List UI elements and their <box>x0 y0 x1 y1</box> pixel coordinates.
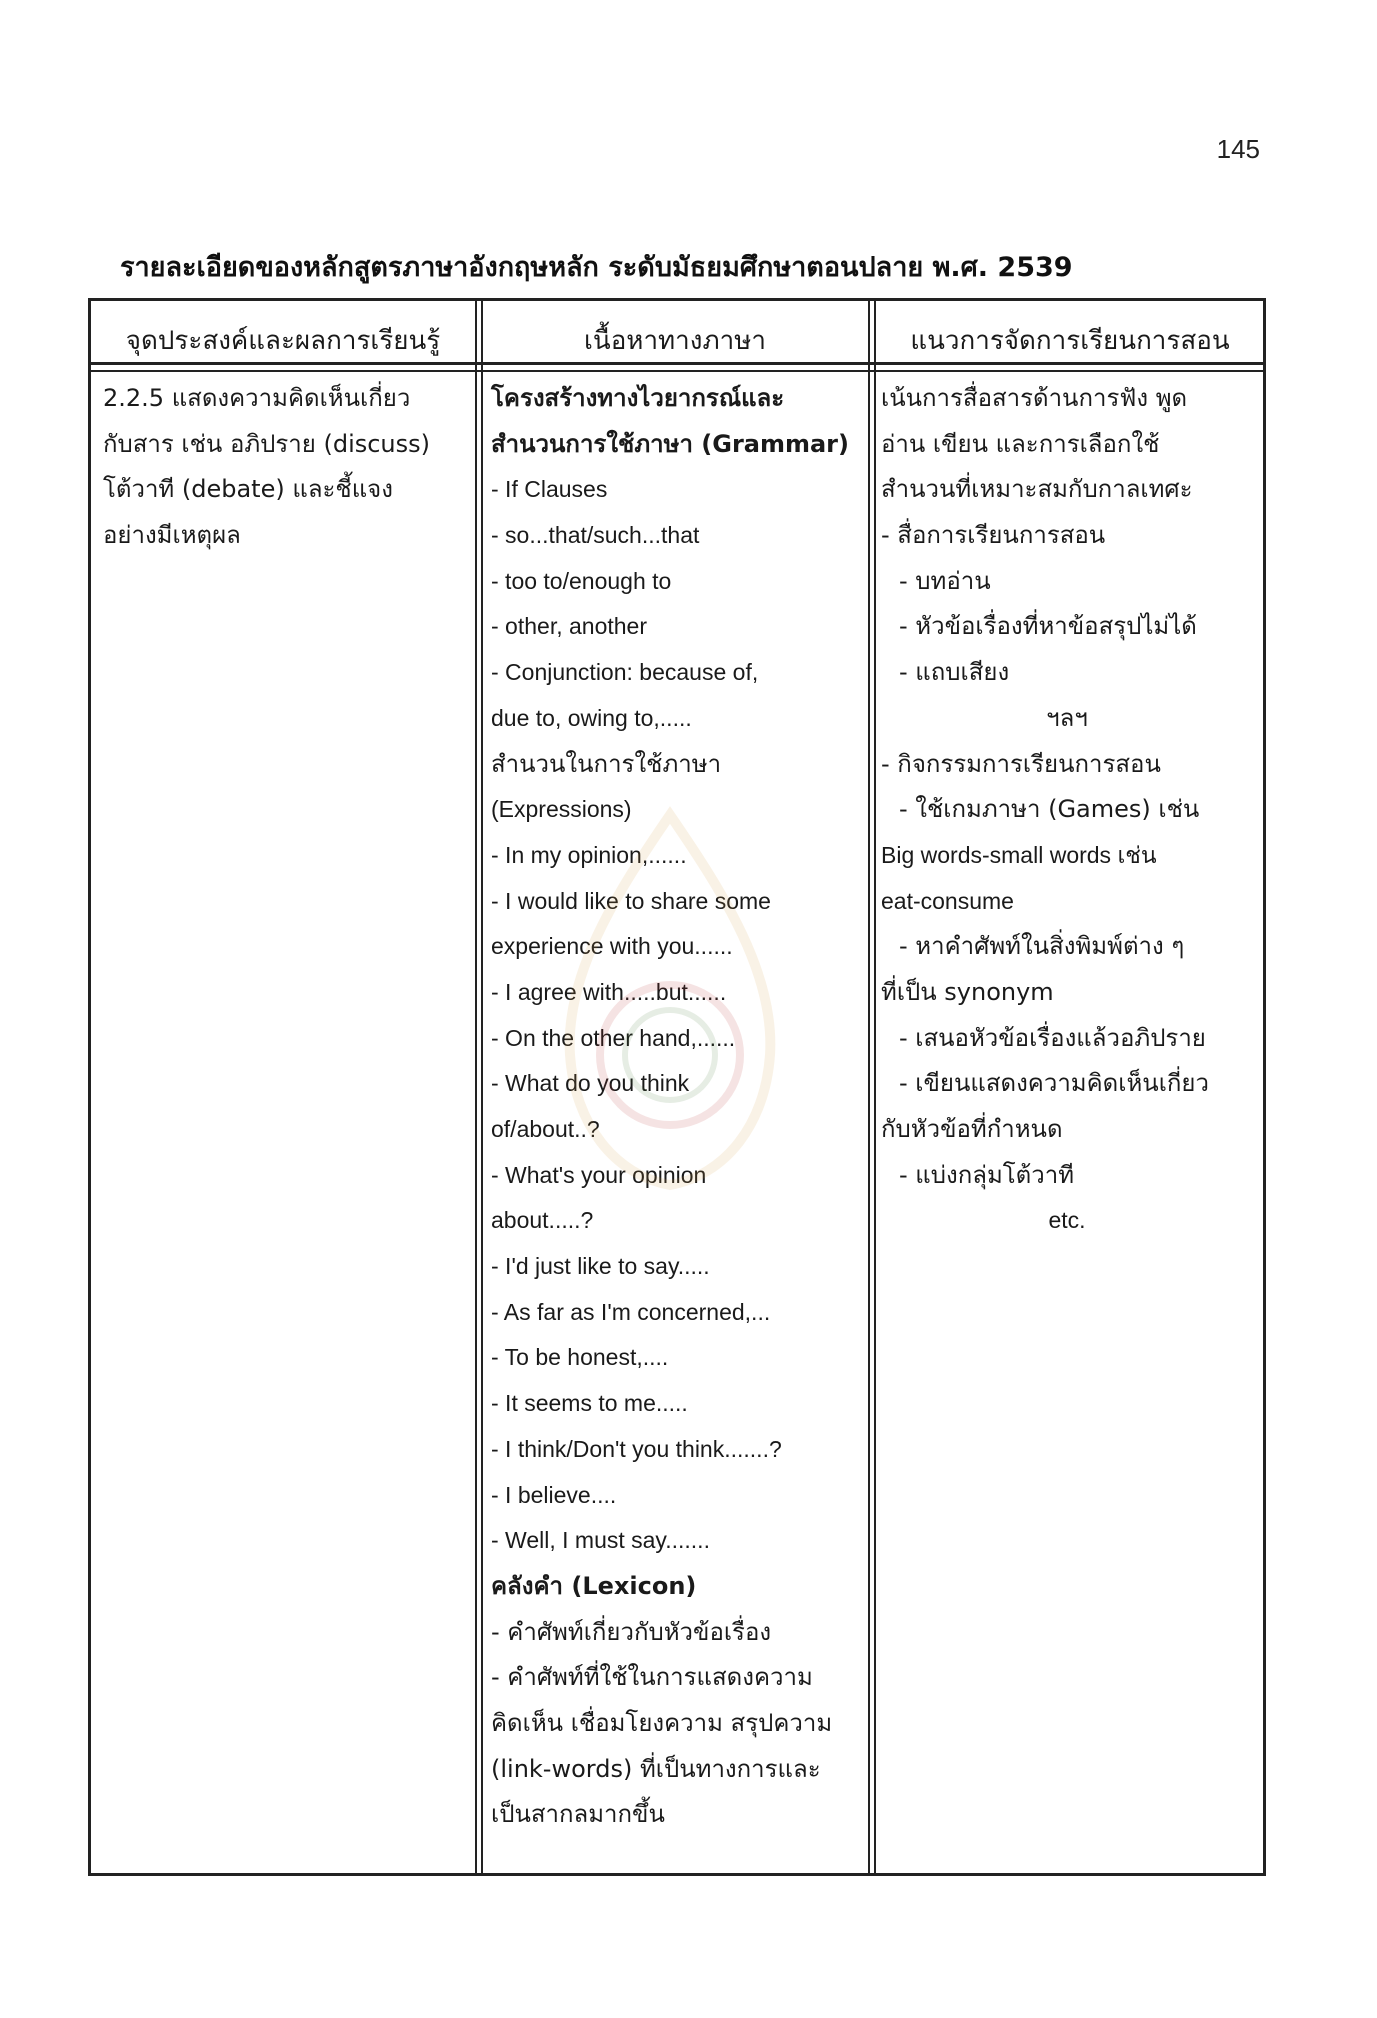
list-item: - แถบเสียง <box>899 658 1010 687</box>
list-item: - คำศัพท์เกี่ยวกับหัวข้อเรื่อง <box>491 1617 772 1646</box>
text-line: 2.2.5 แสดงความคิดเห็นเกี่ยว <box>103 384 411 412</box>
teaching-approach-column <box>881 376 1253 1244</box>
language-content-column <box>491 376 857 1838</box>
list-item: - สื่อการเรียนการสอน <box>881 521 1106 550</box>
text-line: กับหัวข้อที่กำหนด <box>881 1115 1063 1143</box>
list-item: - คำศัพท์ที่ใช้ในการแสดงความ <box>491 1663 813 1692</box>
list-item: experience with you...... <box>491 933 733 960</box>
list-item: of/about..? <box>491 1116 600 1142</box>
list-item: - ใช้เกมภาษา (Games) เช่น <box>899 795 1200 824</box>
list-item: - หาคำศัพท์ในสิ่งพิมพ์ต่าง ๆ <box>899 932 1185 961</box>
header-language-content: เนื้อหาทางภาษา <box>584 326 766 356</box>
grammar-heading: สำนวนการใช้ภาษา (Grammar) <box>491 429 849 458</box>
list-item: - too to/enough to <box>491 567 672 594</box>
list-item: - To be honest,.... <box>491 1344 669 1371</box>
list-item: - so...that/such...that <box>491 522 700 549</box>
list-item: - What's your opinion <box>491 1161 707 1188</box>
header-teaching-approach: แนวการจัดการเรียนการสอน <box>910 326 1230 356</box>
list-item: - เขียนแสดงความคิดเห็นเกี่ยว <box>899 1069 1209 1098</box>
list-item: - หัวข้อเรื่องที่หาข้อสรุปไม่ได้ <box>899 612 1197 641</box>
text-line: เน้นการสื่อสารด้านการฟัง พูด <box>881 384 1188 412</box>
text-line: ที่เป็น synonym <box>881 977 1054 1006</box>
column-divider <box>874 298 876 1876</box>
text-line: อ่าน เขียน และการเลือกใช้ <box>881 429 1160 458</box>
text-line: Big words-small words เช่น <box>881 841 1157 868</box>
list-item: คิดเห็น เชื่อมโยงความ สรุปความ <box>491 1708 833 1737</box>
text-line: etc. <box>1048 1207 1086 1234</box>
list-item: - If Clauses <box>491 476 608 503</box>
list-item: - I'd just like to say..... <box>491 1253 710 1280</box>
page-number: 145 <box>1216 134 1260 164</box>
grammar-heading: โครงสร้างทางไวยากรณ์และ <box>491 384 785 412</box>
list-item: - แบ่งกลุ่มโต้วาที <box>899 1160 1075 1189</box>
text-line: โต้วาที (debate) และชี้แจง <box>103 475 393 504</box>
expressions-heading: สำนวนในการใช้ภาษา <box>491 749 722 778</box>
list-item: - บทอ่าน <box>899 566 991 595</box>
list-item: (link-words) ที่เป็นทางการและ <box>491 1754 821 1783</box>
text-line: สำนวนที่เหมาะสมกับกาลเทศะ <box>881 475 1193 504</box>
list-item: - other, another <box>491 613 647 640</box>
list-item: - I think/Don't you think.......? <box>491 1435 782 1462</box>
list-item: - In my opinion,...... <box>491 841 687 868</box>
list-item: - เสนอหัวข้อเรื่องแล้วอภิปราย <box>899 1023 1206 1052</box>
list-item: about.....? <box>491 1207 594 1234</box>
expressions-heading: (Expressions) <box>491 796 632 823</box>
list-item: due to, owing to,..... <box>491 704 692 731</box>
list-item: - On the other hand,...... <box>491 1024 736 1051</box>
column-divider <box>481 298 483 1876</box>
header-objectives: จุดประสงค์และผลการเรียนรู้ <box>125 326 441 356</box>
lexicon-heading: คลังคำ (Lexicon) <box>491 1571 697 1600</box>
text-line: กับสาร เช่น อภิปราย (discuss) <box>103 429 431 458</box>
list-item: - As far as I'm concerned,... <box>491 1298 771 1325</box>
list-item: เป็นสากลมากขึ้น <box>491 1800 665 1829</box>
column-divider <box>868 298 870 1876</box>
list-item: - I believe.... <box>491 1481 617 1508</box>
objectives-column <box>103 376 465 559</box>
text-line: eat-consume <box>881 887 1014 914</box>
document-title: รายละเอียดของหลักสูตรภาษาอังกฤษหลัก ระดับมัธยมศึกษาตอนปลาย พ.ศ. 2539 <box>120 252 1073 283</box>
list-item: - Conjunction: because of, <box>491 659 759 686</box>
list-item: ฯลฯ <box>1046 703 1088 732</box>
column-divider <box>475 298 477 1876</box>
list-item: - It seems to me..... <box>491 1390 688 1417</box>
list-item: - กิจกรรมการเรียนการสอน <box>881 749 1161 778</box>
header-divider <box>88 362 1266 365</box>
list-item: - What do you think <box>491 1070 690 1097</box>
list-item: - I agree with.....but...... <box>491 978 727 1005</box>
list-item: - Well, I must say....... <box>491 1527 710 1554</box>
list-item: - I would like to share some <box>491 887 771 914</box>
text-line: อย่างมีเหตุผล <box>103 521 241 550</box>
header-divider-double <box>88 370 1266 372</box>
